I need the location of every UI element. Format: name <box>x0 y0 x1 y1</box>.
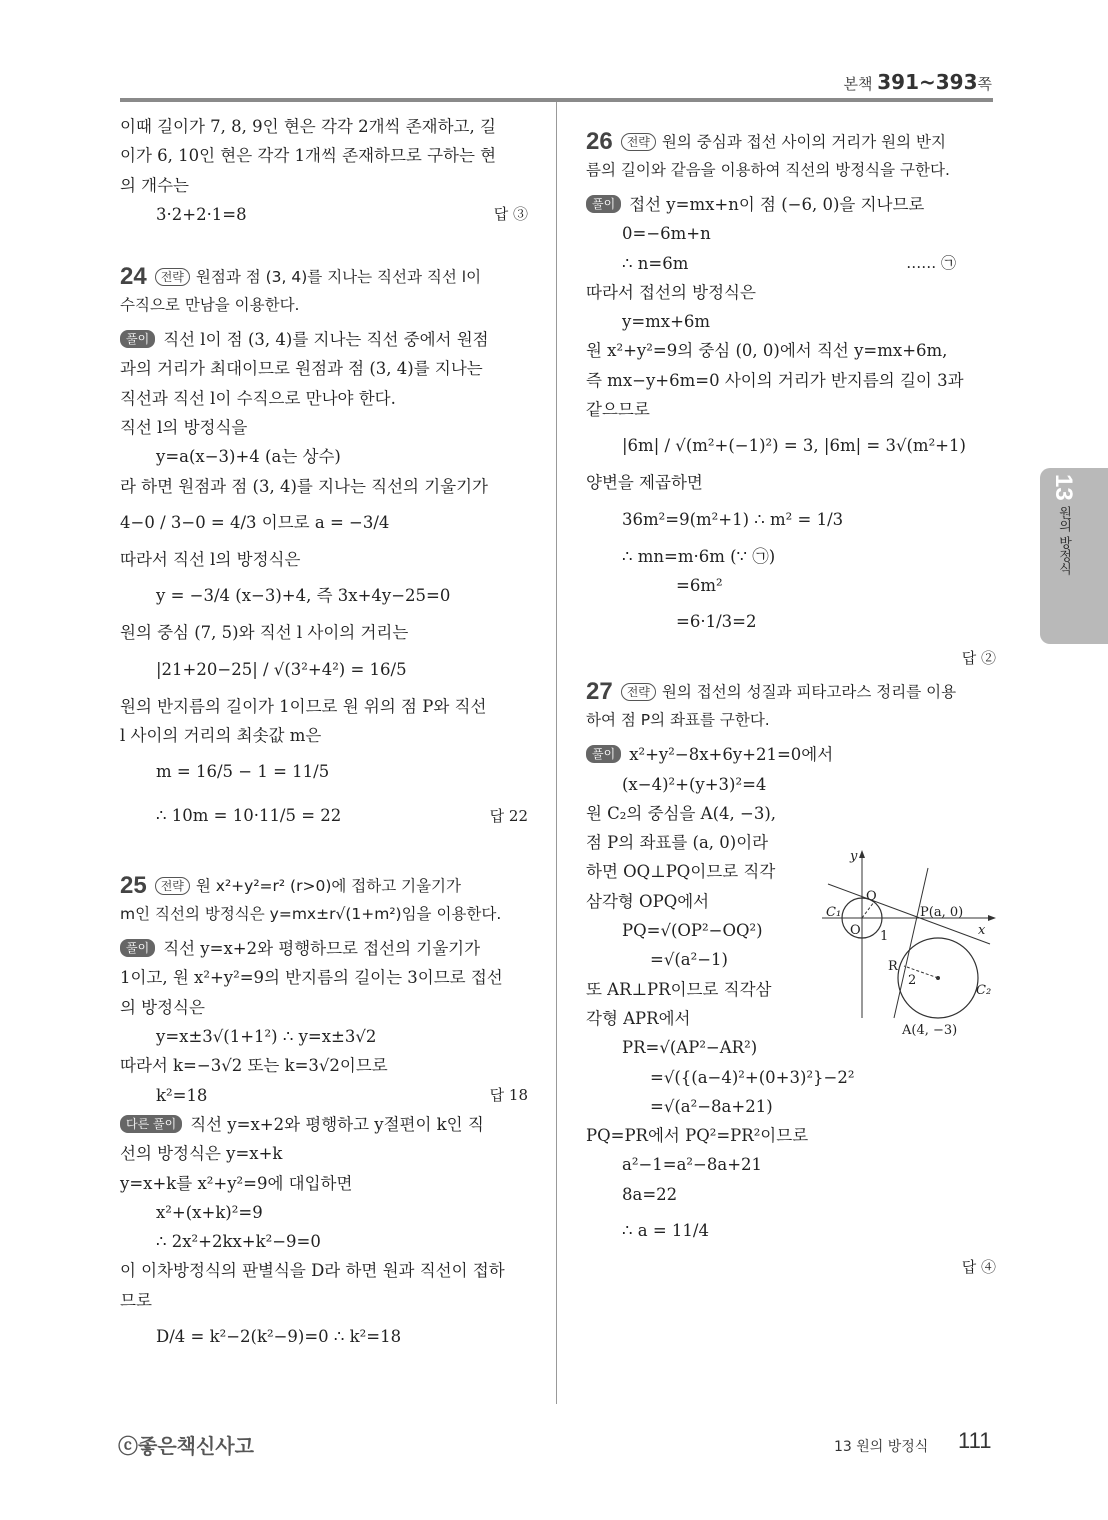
strategy-text: 름의 길이와 같음을 이용하여 직선의 방정식을 구한다. <box>586 161 950 179</box>
intro-line: 이때 길이가 7, 8, 9인 현은 각각 2개씩 존재하고, 길 <box>120 117 496 136</box>
solution-line: 원의 반지름의 길이가 1이므로 원 위의 점 P와 직선 <box>120 696 487 716</box>
tangent-line-lower <box>894 868 928 1018</box>
intro-calc <box>120 200 528 229</box>
radius-oq <box>862 902 874 918</box>
solution-line: 원 C₂의 중심을 A(4, −3), <box>586 803 777 823</box>
solution-line: 선의 방정식은 y=x+k <box>120 1144 283 1164</box>
q26-header <box>586 128 996 156</box>
strategy-text: m인 직선의 방정식은 y=mx±r√(1+m²)임을 이용한다. <box>120 905 502 924</box>
question-number: 26 <box>586 128 613 155</box>
equation: PR=√(AP²−AR²) <box>622 1038 758 1058</box>
solution-tag: 풀이 <box>120 330 155 348</box>
label-q: Q <box>866 889 877 904</box>
solution-tag: 풀이 <box>586 195 621 213</box>
spacer <box>586 644 996 678</box>
alt-solution-line <box>120 1110 528 1139</box>
equation: y=x±3√(1+1²) ∴ y=x±3√2 <box>156 1027 377 1047</box>
equation: |6m| / √(m²+(−1)²) = 3, |6m| = 3√(m²+1) <box>622 436 966 456</box>
equation: =√({(a−4)²+(0+3)²}−2² <box>650 1067 855 1087</box>
solution-line: 직선 l의 방정식을 <box>120 418 248 438</box>
label-c1: C₁ <box>826 905 842 920</box>
chapter-side-tab <box>1040 468 1108 644</box>
ref-suffix: 쪽 <box>977 75 992 93</box>
chapter-title: 원의 방정식 <box>1056 506 1071 576</box>
label-x: x <box>978 923 986 938</box>
solution-line: l 사이의 거리의 최솟값 m은 <box>120 725 322 745</box>
solution-line: 따라서 접선의 방정식은 <box>586 282 756 302</box>
label-r: R <box>888 959 898 974</box>
equation: 0=−6m+n <box>622 224 711 244</box>
solution-tag: 풀이 <box>586 745 621 763</box>
right-column <box>586 112 996 1282</box>
strategy-text: 원의 중심과 접선 사이의 거리가 원의 반지 <box>661 133 946 151</box>
solution-text: 접선 y=mx+n이 점 (−6, 0)을 지나므로 <box>629 195 925 214</box>
equation: x²+(x+k)²=9 <box>156 1202 263 1222</box>
solution-line: 원의 중심 (7, 5)와 직선 l 사이의 거리는 <box>120 623 409 643</box>
equation <box>120 1081 528 1110</box>
footer-chapter: 13 원의 방정식 <box>834 1439 929 1455</box>
equation: |21+20−25| / √(3²+4²) = 16/5 <box>156 659 407 679</box>
label-y: y <box>850 849 858 864</box>
x-axis-arrow <box>988 915 996 921</box>
solution-text: 직선 y=x+2와 평행하므로 접선의 기울기가 <box>163 939 481 959</box>
strategy-text: 원점과 점 (3, 4)를 지나는 직선과 직선 l이 <box>195 268 482 287</box>
solution-line: 점 P의 좌표를 (a, 0)이라 <box>586 833 769 853</box>
equation: =6·1/3=2 <box>676 612 757 632</box>
solution-line: 1이고, 원 x²+y²=9의 반지름의 길이는 3이므로 접선 <box>120 968 503 988</box>
y-axis-arrow <box>859 850 865 858</box>
question-number: 27 <box>586 678 613 706</box>
solution-line: 삼각형 OPQ에서 <box>586 891 710 911</box>
equation-marker: …… ㉠ <box>906 253 956 272</box>
solution-text: 직선 l이 점 (3, 4)를 지나는 직선 중에서 원점 <box>163 330 489 350</box>
page-number: 111 <box>958 1428 992 1453</box>
solution-line: 하면 OQ⊥PQ이므로 직각 <box>586 862 776 882</box>
equation: ∴ mn=m·6m (∵ ㉠) <box>622 546 776 566</box>
q25-header <box>120 872 528 900</box>
equation: =√(a²−8a+21) <box>650 1096 773 1116</box>
solution-line: 즉 mx−y+6m=0 사이의 거리가 반지름의 길이 3과 <box>586 370 964 390</box>
solution-tag: 풀이 <box>120 939 155 957</box>
q27-header <box>586 678 996 706</box>
equation: ∴ 2x²+2kx+k²−9=0 <box>156 1232 321 1252</box>
solution-text: 직선 y=x+2와 평행하고 y절편이 k인 직 <box>190 1114 484 1134</box>
equation-text: ∴ 10m = 10·11/5 = 22 <box>156 806 342 826</box>
strategy-tag: 전략 <box>155 877 190 895</box>
answer: 답 ④ <box>961 1258 996 1277</box>
answer: 답 22 <box>489 807 528 826</box>
intro-calc-text: 3·2+2·1=8 <box>156 204 247 224</box>
solution-line: 이 이차방정식의 판별식을 D라 하면 원과 직선이 접하 <box>120 1261 505 1281</box>
solution-line: 과의 거리가 최대이므로 원점과 점 (3, 4)를 지나는 <box>120 359 483 379</box>
equation-text: ∴ n=6m <box>622 253 689 273</box>
ref-prefix: 본책 <box>843 75 878 93</box>
equation: 36m²=9(m²+1) ∴ m² = 1/3 <box>622 509 844 529</box>
intro-line: 의 개수는 <box>120 175 190 195</box>
solution-line <box>586 740 996 769</box>
strategy-tag: 전략 <box>621 133 656 151</box>
equation <box>120 794 528 838</box>
page-reference <box>843 70 992 94</box>
center-a-dot <box>936 976 940 980</box>
label-p: P(a, 0) <box>920 905 964 920</box>
label-a: A(4, −3) <box>902 1023 958 1038</box>
tangent-circles-figure <box>822 848 998 1044</box>
ref-pages: 391~393 <box>877 70 978 94</box>
solution-line: 또 AR⊥PR이므로 직각삼 <box>586 979 772 999</box>
equation: (x−4)²+(y+3)²=4 <box>622 774 767 794</box>
strategy-tag: 전략 <box>621 683 656 701</box>
question-number: 25 <box>120 872 147 900</box>
solution-line <box>120 934 528 963</box>
strategy-text: 수직으로 만남을 이용한다. <box>120 296 300 315</box>
left-column <box>120 112 528 1359</box>
solution-line: 원 x²+y²=9의 중심 (0, 0)에서 직선 y=mx+6m, <box>586 341 948 361</box>
equation: =√(a²−1) <box>650 950 728 970</box>
strategy-text: 원의 접선의 성질과 피타고라스 정리를 이용 <box>661 683 957 702</box>
equation: 8a=22 <box>622 1184 678 1204</box>
answer: 답 ③ <box>493 204 528 223</box>
equation: PQ=√(OP²−OQ²) <box>622 921 763 941</box>
spacer <box>120 229 528 263</box>
question-number: 24 <box>120 263 147 291</box>
equation: a²−1=a²−8a+21 <box>622 1155 763 1175</box>
q24-header <box>120 263 528 291</box>
solution-line: 따라서 k=−3√2 또는 k=3√2이므로 <box>120 1056 388 1076</box>
strategy-text: 원 x²+y²=r² (r>0)에 접하고 기울기가 <box>195 877 462 896</box>
answer: 답 ② <box>961 649 996 668</box>
equation: y=mx+6m <box>622 312 711 332</box>
solution-line: y=x+k를 x²+y²=9에 대입하면 <box>120 1173 353 1193</box>
strategy-text: 하여 점 P의 좌표를 구한다. <box>586 711 770 730</box>
equation: D/4 = k²−2(k²−9)=0 ∴ k²=18 <box>156 1327 402 1347</box>
equation: =6m² <box>676 575 723 595</box>
solution-line: 의 방정식은 <box>120 997 205 1017</box>
strategy-tag: 전략 <box>155 268 190 286</box>
equation: ∴ a = 11/4 <box>622 1221 709 1241</box>
solution-line: 라 하면 원점과 점 (3, 4)를 지나는 직선의 기울기가 <box>120 476 488 496</box>
equation: 4−0 / 3−0 = 4/3 이므로 a = −3/4 <box>120 512 390 532</box>
column-divider <box>556 102 557 1404</box>
solution-line: 같으므로 <box>586 400 650 420</box>
solution-line <box>586 190 996 219</box>
alt-solution-tag: 다른 풀이 <box>120 1115 182 1133</box>
answer: 답 18 <box>489 1085 528 1104</box>
label-two: 2 <box>908 973 917 988</box>
solution-line <box>120 325 528 354</box>
equation-text: k²=18 <box>156 1085 208 1105</box>
solution-text: x²+y²−8x+6y+21=0에서 <box>629 745 834 765</box>
chapter-number: 13 <box>1050 474 1077 501</box>
solution-line: 직선과 직선 l이 수직으로 만나야 한다. <box>120 388 396 408</box>
equation: y=a(x−3)+4 (a는 상수) <box>156 447 341 467</box>
spacer <box>120 838 528 872</box>
solution-line: 양변을 제곱하면 <box>586 473 703 493</box>
equation: m = 16/5 − 1 = 11/5 <box>156 762 330 782</box>
solution-line: 따라서 직선 l의 방정식은 <box>120 549 301 569</box>
label-o: O <box>850 923 861 938</box>
equation: y = −3/4 (x−3)+4, 즉 3x+4y−25=0 <box>156 586 451 606</box>
intro-line: 이가 6, 10인 현은 각각 1개씩 존재하므로 구하는 현 <box>120 146 497 166</box>
label-one: 1 <box>880 929 889 944</box>
publisher-logo: ⓒ좋은책신사고 <box>118 1434 254 1458</box>
equation <box>586 249 996 278</box>
solution-line: 각형 APR에서 <box>586 1008 691 1028</box>
solution-line: 므로 <box>120 1290 152 1310</box>
solution-line: PQ=PR에서 PQ²=PR²이므로 <box>586 1126 809 1146</box>
label-c2: C₂ <box>976 983 992 998</box>
